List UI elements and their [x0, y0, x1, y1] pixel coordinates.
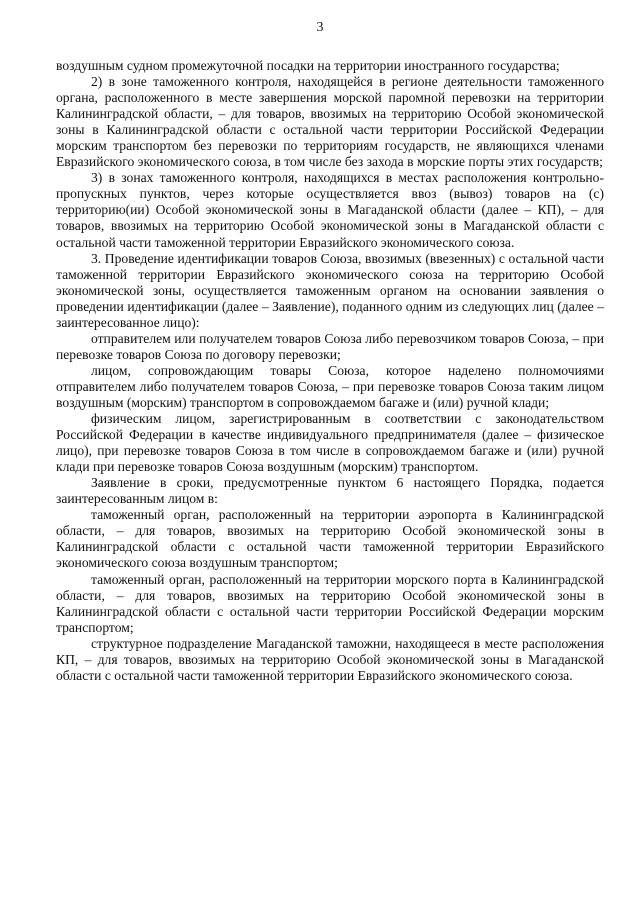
page-number: 3 — [316, 20, 324, 35]
paragraph-individual-entrepreneur: физическим лицом, зарегистрированным в соответствии с законодательством Российской Федерации в качестве индивидуального предпринимателя (далее – физическое лицо), при перевозке товаров Союза в том числе в сопровождаемом багаже и (или) ручной клади при перевозке товаров Союза воздушным (морским) транспортом. — [56, 411, 604, 475]
paragraph-continuation: воздушным судном промежуточной посадки на территории иностранного государства; — [56, 58, 560, 73]
paragraph-sender-or-carrier: отправителем или получателем товаров Союза либо перевозчиком товаров Союза, – при перевозке товаров Союза по договору перевозки; — [56, 330, 604, 362]
paragraph-accompanying-person: лицом, сопровождающим товары Союза, которое наделено полномочиями отправителем либо получателем товаров Союза, – при перевозке товаров Союза таким лицом воздушным (морским) транспортом в сопровождаемом багаже и (или) ручной клади; — [56, 362, 604, 410]
paragraph-item-2: 2) в зоне таможенного контроля, находящейся в регионе деятельности таможенного органа, расположенного в месте завершения морской паромной перевозки на территории Калининградской области, – для товаров, ввозимых на территорию Особой экономической зоны в Калининградской области с остальной части территории Российской Федерации морским транспортом без перевозки по территориям государств, не являющихся членами Евразийского экономического союза, в том числе без захода в морские порты этих государств; — [56, 74, 604, 170]
document-body — [56, 58, 604, 684]
paragraph-seaport-customs: таможенный орган, расположенный на территории морского порта в Калининградской области, – для товаров, ввозимых на территорию Особой экономической зоны в Калининградской области с остальной части территории Российской Федерации морским транспортом; — [56, 571, 604, 635]
paragraph-application-deadline: Заявление в сроки, предусмотренные пунктом 6 настоящего Порядка, подается заинтересованным лицом в: — [56, 475, 604, 507]
paragraph-magadan-customs: структурное подразделение Магаданской таможни, находящееся в месте расположения КП, – для товаров, ввозимых на территорию Особой экономической зоны в Магаданской области с остальной части таможенной территории Евразийского экономического союза. — [56, 635, 604, 683]
paragraph-item-3: 3) в зонах таможенного контроля, находящихся в местах расположения контрольно-пропускных пунктов, через которые осуществляется ввоз (вывоз) товаров на (с) территорию(ии) Особой экономической зоны в Магаданской области (далее – КП), – для товаров, ввозимых на территорию Особой экономической зоны в Магаданской области с остальной части таможенной территории Евразийского экономического союза. — [56, 170, 604, 250]
paragraph-section-3: 3. Проведение идентификации товаров Союза, ввозимых (ввезенных) с остальной части таможенной территории Евразийского экономического союза на территорию Особой экономической зоны, осуществляется таможенным органом на основании заявления о проведении идентификации (далее – Заявление), поданного одним из следующих лиц (далее – заинтересованное лицо): — [56, 250, 604, 330]
paragraph-airport-customs: таможенный орган, расположенный на территории аэропорта в Калининградской области, – для товаров, ввозимых на территорию Особой экономической зоны в Калининградской области с остальной части таможенной территории Евразийского экономического союза воздушным транспортом; — [56, 507, 604, 571]
